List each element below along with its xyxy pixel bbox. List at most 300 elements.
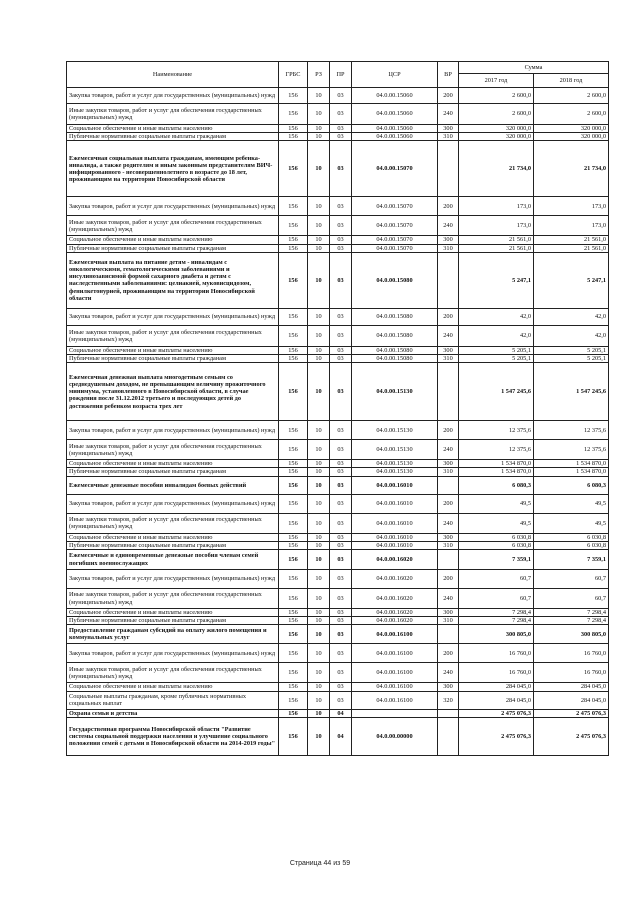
table-row bbox=[67, 476, 609, 494]
row-sum-2018-cell: 16 760,0 bbox=[534, 644, 609, 663]
row-name-cell: Иные закупки товаров, работ и услуг для обеспечения государственных (муниципальных) нужд bbox=[67, 589, 279, 609]
table-row bbox=[67, 104, 609, 125]
row-rz-cell: 10 bbox=[308, 533, 330, 541]
row-rz-cell: 10 bbox=[308, 550, 330, 570]
row-rz-cell: 10 bbox=[308, 663, 330, 683]
row-sum-2017-cell: 284 045,0 bbox=[459, 683, 534, 691]
row-pr-cell: 03 bbox=[330, 513, 352, 533]
row-name-cell: Социальное обеспечение и иные выплаты населению bbox=[67, 533, 279, 541]
row-name-cell: Предоставление гражданам субсидий на оплату жилого помещения и коммунальных услуг bbox=[67, 625, 279, 644]
row-name-cell: Государственная программа Новосибирской области "Развитие системы социальной поддержки населения и улучшение социального положения семей с детьми в Новосибирской области на 2014-2019 годы" bbox=[67, 717, 279, 755]
row-grbs-cell: 156 bbox=[279, 570, 308, 589]
row-sum-2018-cell: 21 734,0 bbox=[534, 141, 609, 197]
row-sum-2017-cell: 21 734,0 bbox=[459, 141, 534, 197]
table-row bbox=[67, 308, 609, 325]
row-sum-2017-cell: 284 045,0 bbox=[459, 691, 534, 709]
table-row bbox=[67, 683, 609, 691]
row-vr-cell: 300 bbox=[438, 683, 459, 691]
row-sum-2017-cell: 5 205,1 bbox=[459, 346, 534, 354]
row-sum-2018-cell: 2 475 076,3 bbox=[534, 709, 609, 717]
row-vr-cell: 300 bbox=[438, 533, 459, 541]
row-pr-cell: 03 bbox=[330, 421, 352, 440]
row-rz-cell: 10 bbox=[308, 468, 330, 476]
table-row bbox=[67, 252, 609, 308]
row-csr-cell: 04.0.00.15060 bbox=[352, 104, 438, 125]
row-sum-2017-cell: 16 760,0 bbox=[459, 644, 534, 663]
row-sum-2018-cell: 21 561,0 bbox=[534, 244, 609, 252]
row-sum-2018-cell: 7 298,4 bbox=[534, 609, 609, 617]
row-vr-cell bbox=[438, 625, 459, 644]
table-row bbox=[67, 691, 609, 709]
row-vr-cell bbox=[438, 476, 459, 494]
row-name-cell: Публичные нормативные социальные выплаты гражданам bbox=[67, 468, 279, 476]
row-name-cell: Иные закупки товаров, работ и услуг для обеспечения государственных (муниципальных) нужд bbox=[67, 663, 279, 683]
row-grbs-cell: 156 bbox=[279, 663, 308, 683]
row-sum-2018-cell: 2 600,0 bbox=[534, 88, 609, 104]
table-row bbox=[67, 644, 609, 663]
row-vr-cell: 240 bbox=[438, 589, 459, 609]
table-row bbox=[67, 617, 609, 625]
table-row bbox=[67, 460, 609, 468]
row-pr-cell: 03 bbox=[330, 625, 352, 644]
row-vr-cell: 200 bbox=[438, 88, 459, 104]
row-grbs-cell: 156 bbox=[279, 476, 308, 494]
table-row bbox=[67, 440, 609, 460]
row-pr-cell: 03 bbox=[330, 216, 352, 236]
row-name-cell: Закупка товаров, работ и услуг для государственных (муниципальных) нужд bbox=[67, 308, 279, 325]
col-rz-header: РЗ bbox=[308, 62, 330, 88]
row-rz-cell: 10 bbox=[308, 709, 330, 717]
table-row bbox=[67, 88, 609, 104]
row-csr-cell: 04.0.00.15070 bbox=[352, 216, 438, 236]
table-body bbox=[67, 88, 609, 756]
row-rz-cell: 10 bbox=[308, 644, 330, 663]
row-rz-cell: 10 bbox=[308, 133, 330, 141]
row-pr-cell: 03 bbox=[330, 644, 352, 663]
row-pr-cell: 04 bbox=[330, 709, 352, 717]
row-csr-cell: 04.0.00.15060 bbox=[352, 88, 438, 104]
row-sum-2018-cell: 300 805,0 bbox=[534, 625, 609, 644]
row-sum-2017-cell: 2 600,0 bbox=[459, 104, 534, 125]
row-grbs-cell: 156 bbox=[279, 533, 308, 541]
row-name-cell: Закупка товаров, работ и услуг для государственных (муниципальных) нужд bbox=[67, 570, 279, 589]
col-name-header: Наименование bbox=[67, 62, 279, 88]
row-sum-2017-cell: 21 561,0 bbox=[459, 236, 534, 244]
row-sum-2018-cell: 42,0 bbox=[534, 325, 609, 346]
row-rz-cell: 10 bbox=[308, 236, 330, 244]
row-vr-cell: 310 bbox=[438, 541, 459, 549]
row-name-cell: Иные закупки товаров, работ и услуг для обеспечения государственных (муниципальных) нужд bbox=[67, 513, 279, 533]
row-rz-cell: 10 bbox=[308, 440, 330, 460]
row-vr-cell: 310 bbox=[438, 617, 459, 625]
row-rz-cell: 10 bbox=[308, 570, 330, 589]
row-pr-cell: 03 bbox=[330, 570, 352, 589]
row-sum-2017-cell: 2 600,0 bbox=[459, 88, 534, 104]
row-sum-2017-cell: 2 475 076,3 bbox=[459, 709, 534, 717]
row-grbs-cell: 156 bbox=[279, 644, 308, 663]
row-sum-2018-cell: 173,0 bbox=[534, 216, 609, 236]
row-sum-2017-cell: 7 359,1 bbox=[459, 550, 534, 570]
row-rz-cell: 10 bbox=[308, 421, 330, 440]
table-header bbox=[67, 62, 609, 88]
row-grbs-cell: 156 bbox=[279, 197, 308, 216]
row-grbs-cell: 156 bbox=[279, 355, 308, 363]
row-csr-cell: 04.0.00.15130 bbox=[352, 421, 438, 440]
row-name-cell: Иные закупки товаров, работ и услуг для обеспечения государственных (муниципальных) нужд bbox=[67, 104, 279, 125]
row-sum-2018-cell: 16 760,0 bbox=[534, 663, 609, 683]
table-row bbox=[67, 216, 609, 236]
row-sum-2018-cell: 12 375,6 bbox=[534, 440, 609, 460]
row-rz-cell: 10 bbox=[308, 355, 330, 363]
row-sum-2017-cell: 49,5 bbox=[459, 494, 534, 513]
row-pr-cell: 03 bbox=[330, 476, 352, 494]
row-sum-2018-cell: 60,7 bbox=[534, 589, 609, 609]
row-csr-cell: 04.0.00.16100 bbox=[352, 663, 438, 683]
row-sum-2018-cell: 6 030,8 bbox=[534, 541, 609, 549]
row-name-cell: Социальное обеспечение и иные выплаты населению bbox=[67, 609, 279, 617]
row-rz-cell: 10 bbox=[308, 141, 330, 197]
row-csr-cell: 04.0.00.15130 bbox=[352, 440, 438, 460]
row-pr-cell: 03 bbox=[330, 663, 352, 683]
row-rz-cell: 10 bbox=[308, 104, 330, 125]
row-sum-2018-cell: 21 561,0 bbox=[534, 236, 609, 244]
row-name-cell: Охрана семьи и детства bbox=[67, 709, 279, 717]
row-name-cell: Социальное обеспечение и иные выплаты населению bbox=[67, 683, 279, 691]
table-row bbox=[67, 141, 609, 197]
row-pr-cell: 03 bbox=[330, 460, 352, 468]
row-csr-cell: 04.0.00.15070 bbox=[352, 197, 438, 216]
row-csr-cell: 04.0.00.16010 bbox=[352, 533, 438, 541]
row-grbs-cell: 156 bbox=[279, 691, 308, 709]
row-sum-2017-cell: 12 375,6 bbox=[459, 440, 534, 460]
row-vr-cell: 300 bbox=[438, 460, 459, 468]
table-row bbox=[67, 717, 609, 755]
row-pr-cell: 03 bbox=[330, 252, 352, 308]
row-vr-cell bbox=[438, 252, 459, 308]
row-grbs-cell: 156 bbox=[279, 88, 308, 104]
row-pr-cell: 03 bbox=[330, 691, 352, 709]
row-sum-2017-cell: 42,0 bbox=[459, 308, 534, 325]
row-name-cell: Публичные нормативные социальные выплаты гражданам bbox=[67, 617, 279, 625]
row-vr-cell: 240 bbox=[438, 440, 459, 460]
row-name-cell: Публичные нормативные социальные выплаты гражданам bbox=[67, 133, 279, 141]
row-grbs-cell: 156 bbox=[279, 252, 308, 308]
row-vr-cell: 240 bbox=[438, 216, 459, 236]
row-name-cell: Социальное обеспечение и иные выплаты населению bbox=[67, 236, 279, 244]
row-csr-cell: 04.0.00.15060 bbox=[352, 125, 438, 133]
row-rz-cell: 10 bbox=[308, 494, 330, 513]
row-rz-cell: 10 bbox=[308, 197, 330, 216]
row-vr-cell: 310 bbox=[438, 244, 459, 252]
row-sum-2018-cell: 284 045,0 bbox=[534, 683, 609, 691]
row-pr-cell: 03 bbox=[330, 133, 352, 141]
row-sum-2018-cell: 49,5 bbox=[534, 513, 609, 533]
col-2018-header: 2018 год bbox=[534, 74, 609, 88]
row-rz-cell: 10 bbox=[308, 625, 330, 644]
row-sum-2017-cell: 300 805,0 bbox=[459, 625, 534, 644]
row-csr-cell: 04.0.00.15130 bbox=[352, 363, 438, 421]
table-row bbox=[67, 325, 609, 346]
row-csr-cell: 04.0.00.00000 bbox=[352, 717, 438, 755]
table-row bbox=[67, 244, 609, 252]
table-row bbox=[67, 468, 609, 476]
row-csr-cell: 04.0.00.15130 bbox=[352, 460, 438, 468]
row-sum-2017-cell: 320 000,0 bbox=[459, 125, 534, 133]
row-csr-cell: 04.0.00.15080 bbox=[352, 325, 438, 346]
row-pr-cell: 03 bbox=[330, 617, 352, 625]
row-grbs-cell: 156 bbox=[279, 104, 308, 125]
table-row bbox=[67, 533, 609, 541]
row-vr-cell: 240 bbox=[438, 513, 459, 533]
row-grbs-cell: 156 bbox=[279, 717, 308, 755]
row-csr-cell: 04.0.00.15080 bbox=[352, 308, 438, 325]
row-csr-cell: 04.0.00.16100 bbox=[352, 625, 438, 644]
row-rz-cell: 10 bbox=[308, 125, 330, 133]
budget-table bbox=[66, 61, 609, 756]
row-sum-2017-cell: 2 475 076,3 bbox=[459, 717, 534, 755]
row-sum-2017-cell: 6 030,8 bbox=[459, 541, 534, 549]
row-name-cell: Иные закупки товаров, работ и услуг для обеспечения государственных (муниципальных) нужд bbox=[67, 440, 279, 460]
row-name-cell: Закупка товаров, работ и услуг для государственных (муниципальных) нужд bbox=[67, 494, 279, 513]
row-pr-cell: 03 bbox=[330, 346, 352, 354]
row-vr-cell: 200 bbox=[438, 421, 459, 440]
row-vr-cell: 240 bbox=[438, 663, 459, 683]
row-vr-cell: 240 bbox=[438, 325, 459, 346]
row-csr-cell: 04.0.00.16020 bbox=[352, 589, 438, 609]
row-pr-cell: 03 bbox=[330, 355, 352, 363]
row-pr-cell: 03 bbox=[330, 589, 352, 609]
row-rz-cell: 10 bbox=[308, 346, 330, 354]
row-grbs-cell: 156 bbox=[279, 421, 308, 440]
table-row bbox=[67, 570, 609, 589]
table-row bbox=[67, 346, 609, 354]
row-rz-cell: 10 bbox=[308, 609, 330, 617]
row-sum-2018-cell: 2 600,0 bbox=[534, 104, 609, 125]
table-row bbox=[67, 494, 609, 513]
row-csr-cell: 04.0.00.16010 bbox=[352, 494, 438, 513]
row-rz-cell: 10 bbox=[308, 363, 330, 421]
row-pr-cell: 03 bbox=[330, 104, 352, 125]
row-grbs-cell: 156 bbox=[279, 141, 308, 197]
row-rz-cell: 10 bbox=[308, 88, 330, 104]
row-sum-2018-cell: 5 205,1 bbox=[534, 346, 609, 354]
row-csr-cell: 04.0.00.16020 bbox=[352, 617, 438, 625]
row-vr-cell: 200 bbox=[438, 197, 459, 216]
row-rz-cell: 10 bbox=[308, 691, 330, 709]
col-vr-header: ВР bbox=[438, 62, 459, 88]
row-sum-2017-cell: 1 534 870,0 bbox=[459, 460, 534, 468]
row-name-cell: Публичные нормативные социальные выплаты гражданам bbox=[67, 244, 279, 252]
row-sum-2017-cell: 7 298,4 bbox=[459, 617, 534, 625]
row-grbs-cell: 156 bbox=[279, 133, 308, 141]
row-grbs-cell: 156 bbox=[279, 236, 308, 244]
row-csr-cell: 04.0.00.16100 bbox=[352, 644, 438, 663]
row-pr-cell: 03 bbox=[330, 88, 352, 104]
table-row bbox=[67, 236, 609, 244]
row-sum-2017-cell: 16 760,0 bbox=[459, 663, 534, 683]
row-sum-2017-cell: 49,5 bbox=[459, 513, 534, 533]
row-sum-2017-cell: 173,0 bbox=[459, 197, 534, 216]
row-sum-2017-cell: 6 080,3 bbox=[459, 476, 534, 494]
row-sum-2017-cell: 60,7 bbox=[459, 589, 534, 609]
row-csr-cell: 04.0.00.16010 bbox=[352, 513, 438, 533]
row-grbs-cell: 156 bbox=[279, 325, 308, 346]
row-name-cell: Публичные нормативные социальные выплаты гражданам bbox=[67, 541, 279, 549]
row-sum-2017-cell: 1 547 245,6 bbox=[459, 363, 534, 421]
row-name-cell: Социальное обеспечение и иные выплаты населению bbox=[67, 346, 279, 354]
row-sum-2017-cell: 42,0 bbox=[459, 325, 534, 346]
row-sum-2018-cell: 42,0 bbox=[534, 308, 609, 325]
row-name-cell: Ежемесячные денежные пособия инвалидам боевых действий bbox=[67, 476, 279, 494]
table-row bbox=[67, 355, 609, 363]
row-csr-cell: 04.0.00.16020 bbox=[352, 570, 438, 589]
table-row bbox=[67, 197, 609, 216]
table-row bbox=[67, 421, 609, 440]
row-vr-cell: 300 bbox=[438, 346, 459, 354]
row-name-cell: Социальное обеспечение и иные выплаты населению bbox=[67, 125, 279, 133]
row-name-cell: Ежемесячные и единовременные денежные пособия членам семей погибших военнослужащих bbox=[67, 550, 279, 570]
table-row bbox=[67, 609, 609, 617]
row-grbs-cell: 156 bbox=[279, 513, 308, 533]
row-csr-cell: 04.0.00.16010 bbox=[352, 476, 438, 494]
col-grbs-header: ГРБС bbox=[279, 62, 308, 88]
row-name-cell: Социальное обеспечение и иные выплаты населению bbox=[67, 460, 279, 468]
row-grbs-cell: 156 bbox=[279, 363, 308, 421]
row-csr-cell bbox=[352, 709, 438, 717]
row-grbs-cell: 156 bbox=[279, 617, 308, 625]
row-sum-2018-cell: 320 000,0 bbox=[534, 133, 609, 141]
row-vr-cell bbox=[438, 363, 459, 421]
row-sum-2018-cell: 2 475 076,3 bbox=[534, 717, 609, 755]
row-csr-cell: 04.0.00.15060 bbox=[352, 133, 438, 141]
row-pr-cell: 03 bbox=[330, 325, 352, 346]
table-row bbox=[67, 709, 609, 717]
row-grbs-cell: 156 bbox=[279, 683, 308, 691]
page-footer: Страница 44 из 59 bbox=[289, 860, 351, 867]
row-csr-cell: 04.0.00.16100 bbox=[352, 691, 438, 709]
row-pr-cell: 03 bbox=[330, 550, 352, 570]
row-rz-cell: 10 bbox=[308, 513, 330, 533]
row-grbs-cell: 156 bbox=[279, 308, 308, 325]
row-sum-2018-cell: 1 547 245,6 bbox=[534, 363, 609, 421]
row-sum-2018-cell: 5 247,1 bbox=[534, 252, 609, 308]
row-vr-cell: 320 bbox=[438, 691, 459, 709]
row-csr-cell: 04.0.00.15130 bbox=[352, 468, 438, 476]
row-pr-cell: 03 bbox=[330, 533, 352, 541]
row-name-cell: Ежемесячная выплата на питание детям - инвалидам с онкологическими, гематологическими заболеваниями и инсулинозависимой формой сахарного диабета и детям с наследственными заболеваниями: целиакией, муковисцидозом, фенилкетонурией, проживающим на территории Новосибирской области bbox=[67, 252, 279, 308]
table-row bbox=[67, 363, 609, 421]
row-name-cell: Закупка товаров, работ и услуг для государственных (муниципальных) нужд bbox=[67, 644, 279, 663]
row-pr-cell: 03 bbox=[330, 197, 352, 216]
table-row bbox=[67, 550, 609, 570]
row-csr-cell: 04.0.00.16020 bbox=[352, 609, 438, 617]
row-vr-cell: 200 bbox=[438, 494, 459, 513]
row-rz-cell: 10 bbox=[308, 683, 330, 691]
row-sum-2018-cell: 7 359,1 bbox=[534, 550, 609, 570]
row-sum-2017-cell: 320 000,0 bbox=[459, 133, 534, 141]
row-name-cell: Публичные нормативные социальные выплаты гражданам bbox=[67, 355, 279, 363]
table-row bbox=[67, 663, 609, 683]
row-pr-cell: 03 bbox=[330, 683, 352, 691]
row-csr-cell: 04.0.00.15080 bbox=[352, 355, 438, 363]
row-grbs-cell: 156 bbox=[279, 709, 308, 717]
row-name-cell: Иные закупки товаров, работ и услуг для обеспечения государственных (муниципальных) нужд bbox=[67, 216, 279, 236]
row-name-cell: Ежемесячная социальная выплата гражданам, имеющим ребенка-инвалида, а также родителям и иным законным представителям ВИЧ-инфицированного - несовершеннолетнего в возрасте до 18 лет, проживающим на территории Новосибирской области bbox=[67, 141, 279, 197]
row-grbs-cell: 156 bbox=[279, 550, 308, 570]
row-pr-cell: 03 bbox=[330, 494, 352, 513]
row-rz-cell: 10 bbox=[308, 308, 330, 325]
row-sum-2018-cell: 6 030,8 bbox=[534, 533, 609, 541]
table-row bbox=[67, 589, 609, 609]
row-sum-2018-cell: 1 534 870,0 bbox=[534, 460, 609, 468]
row-rz-cell: 10 bbox=[308, 476, 330, 494]
row-csr-cell: 04.0.00.16010 bbox=[352, 541, 438, 549]
row-name-cell: Социальные выплаты гражданам, кроме публичных нормативных социальных выплат bbox=[67, 691, 279, 709]
row-pr-cell: 03 bbox=[330, 141, 352, 197]
row-vr-cell: 310 bbox=[438, 468, 459, 476]
row-grbs-cell: 156 bbox=[279, 494, 308, 513]
row-sum-2018-cell: 60,7 bbox=[534, 570, 609, 589]
row-vr-cell bbox=[438, 550, 459, 570]
row-name-cell: Закупка товаров, работ и услуг для государственных (муниципальных) нужд bbox=[67, 88, 279, 104]
row-vr-cell: 200 bbox=[438, 644, 459, 663]
row-csr-cell: 04.0.00.15070 bbox=[352, 244, 438, 252]
row-grbs-cell: 156 bbox=[279, 125, 308, 133]
row-sum-2018-cell: 6 080,3 bbox=[534, 476, 609, 494]
row-vr-cell: 310 bbox=[438, 133, 459, 141]
row-grbs-cell: 156 bbox=[279, 460, 308, 468]
row-sum-2017-cell: 1 534 870,0 bbox=[459, 468, 534, 476]
row-sum-2018-cell: 12 375,6 bbox=[534, 421, 609, 440]
row-name-cell: Иные закупки товаров, работ и услуг для обеспечения государственных (муниципальных) нужд bbox=[67, 325, 279, 346]
row-sum-2017-cell: 12 375,6 bbox=[459, 421, 534, 440]
row-sum-2017-cell: 21 561,0 bbox=[459, 244, 534, 252]
row-sum-2018-cell: 284 045,0 bbox=[534, 691, 609, 709]
table-row bbox=[67, 625, 609, 644]
row-rz-cell: 10 bbox=[308, 617, 330, 625]
row-vr-cell: 240 bbox=[438, 104, 459, 125]
row-vr-cell: 300 bbox=[438, 236, 459, 244]
row-pr-cell: 04 bbox=[330, 717, 352, 755]
row-pr-cell: 03 bbox=[330, 125, 352, 133]
row-sum-2018-cell: 5 205,1 bbox=[534, 355, 609, 363]
row-sum-2018-cell: 1 534 870,0 bbox=[534, 468, 609, 476]
row-rz-cell: 10 bbox=[308, 589, 330, 609]
row-rz-cell: 10 bbox=[308, 244, 330, 252]
row-vr-cell bbox=[438, 141, 459, 197]
row-vr-cell: 310 bbox=[438, 355, 459, 363]
row-rz-cell: 10 bbox=[308, 216, 330, 236]
row-csr-cell: 04.0.00.15080 bbox=[352, 346, 438, 354]
row-vr-cell: 200 bbox=[438, 308, 459, 325]
row-csr-cell: 04.0.00.15080 bbox=[352, 252, 438, 308]
row-vr-cell: 200 bbox=[438, 570, 459, 589]
table-row bbox=[67, 513, 609, 533]
col-pr-header: ПР bbox=[330, 62, 352, 88]
row-sum-2017-cell: 60,7 bbox=[459, 570, 534, 589]
row-sum-2018-cell: 49,5 bbox=[534, 494, 609, 513]
row-grbs-cell: 156 bbox=[279, 609, 308, 617]
row-grbs-cell: 156 bbox=[279, 625, 308, 644]
row-csr-cell: 04.0.00.16020 bbox=[352, 550, 438, 570]
row-rz-cell: 10 bbox=[308, 460, 330, 468]
row-pr-cell: 03 bbox=[330, 541, 352, 549]
row-csr-cell: 04.0.00.15070 bbox=[352, 236, 438, 244]
row-pr-cell: 03 bbox=[330, 468, 352, 476]
row-vr-cell: 300 bbox=[438, 609, 459, 617]
row-pr-cell: 03 bbox=[330, 609, 352, 617]
row-grbs-cell: 156 bbox=[279, 589, 308, 609]
